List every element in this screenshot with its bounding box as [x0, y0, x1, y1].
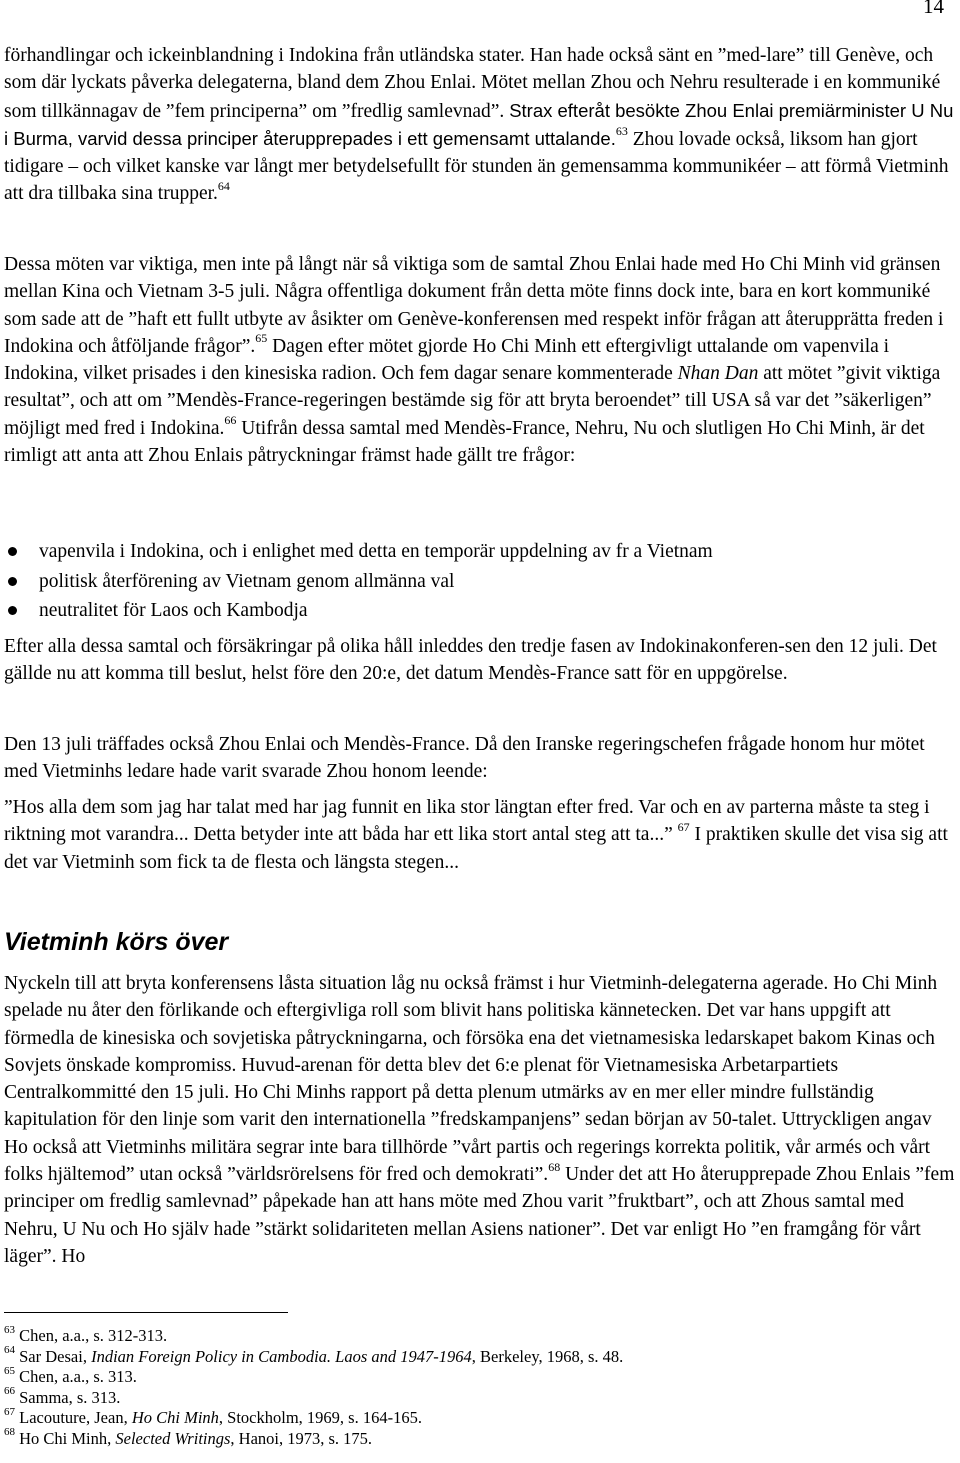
paragraph-text: Nyckeln till att bryta konferensens låsta situation låg nu också främst i hur Vietminh-delegaterna agerade. Ho Chi Minh spelade nu åter den förlikande och eftergivliga roll som blivit hans politiska kännetecken. Det var hans uppgift att förmedla de kinesiska och sovjetiska påtryckningarna, och försöka ena det vietnamesiska ledarskapet bakom Kinas och Sovjets önskade kompromiss. Huvud-arenan för detta blev det 6:e plenat för Vietnamesiska Arbetarpartiets Centralkommitté den 15 juli. Ho Chi Minhs rapport på detta plenum utmärks av en mer eller mindre fullständig kapitulation för den linje som varit den internationella ”fredskampanjens” sedan början av 50-talet. Uttryckligen angav Ho också att Vietminhs militära segrar inte bara tillhörde ”vårt partis och regerings korrekta politik, vår armés och vårt folks hjältemod” utan också ”världsrörelsens för fred och demokrati”. — [4, 973, 938, 1186]
paragraph-text: Under det att Ho återupprepade Zhou Enlais ”fem principer om fredlig samlevnad” påpekade han att hans möte med Zhou varit ”fruktbart”, och att Zhous samtal med Nehru, U Nu och Ho själv hade ”stärkt solidariteten mellan Asiens nationer”. Det var enligt Ho ”en framgång för vårt läger”. Ho — [4, 1164, 955, 1267]
footnote-ref[interactable]: 63 — [615, 124, 628, 139]
footnote — [4, 1344, 944, 1368]
footnote-text: Samma, s. 313. — [19, 1387, 121, 1407]
footnote-ref[interactable]: 67 — [677, 819, 690, 834]
footnote-number: 65 — [4, 1364, 15, 1377]
footnote-title: Selected Writings — [115, 1428, 231, 1448]
footnote-number: 64 — [4, 1344, 15, 1357]
footnote — [4, 1426, 944, 1450]
paragraph-text: Dessa möten var viktiga, men inte på långt när så viktiga som de samtal Zhou Enlai hade med Ho Chi Minh vid gränsen mellan Kina och Vietnam 3-5 juli. Några offentliga dokument från detta möte finns dock inte, bara en kort kommuniké som sade att de ”haft ett fullt utbyte av åsikter om Genève-konferensen med respekt inför frågan att återupprätta freden i Indokina och åtföljande frågor”. — [4, 254, 944, 357]
footnote-text: , Hanoi, 1973, s. 175. — [230, 1428, 373, 1448]
footnote-ref[interactable]: 66 — [224, 413, 237, 428]
paragraph-text: Zhou lovade också, liksom han gjort tidigare – och vilket kanske var långt mer betydelsefullt för stunden än gemensamma kommunikéer – att förmå Vietminh att dra tillbaka sina trupper. — [4, 128, 949, 205]
footnote-ref[interactable]: 64 — [217, 178, 230, 193]
footnote-text: , Stockholm, 1969, s. 164-165. — [218, 1408, 422, 1428]
bullet-icon — [8, 547, 17, 556]
paragraph: Efter alla dessa samtal och försäkringar på olika håll inleddes den tredje fasen av Indokinakonferen-sen den 12 juli. Det gällde nu att komma till beslut, helst före den 20:e, det datum Mendès-France satt för en uppgörelse. — [4, 636, 937, 685]
paragraph-text: förhandlingar och ickeinblandning i Indokina från utländska stater. Han hade också sänt en ”med-lare” till Genève, och som där lyckats påverka delegaterna, bland dem Zhou Enlai. Mötet mellan Zhou och Nehru resulterade i en kommuniké som tillkännagav de ”fem principerna” om ”fredlig samlevnad”. — [4, 45, 941, 122]
page-number: 14 — [923, 0, 944, 18]
footnote-number: 67 — [4, 1405, 15, 1418]
footnote — [4, 1323, 944, 1347]
list-item — [4, 596, 944, 626]
footnote-number: 63 — [4, 1323, 15, 1336]
paragraph — [4, 42, 956, 208]
footnote-number: 66 — [4, 1385, 15, 1398]
footnote-ref[interactable]: 68 — [548, 1159, 561, 1174]
newspaper-title: Nhan Dan — [677, 363, 759, 385]
list-item-text: politisk återförening av Vietnam genom allmänna val — [39, 570, 455, 592]
quote-paragraph — [4, 794, 956, 876]
list-item-text: vapenvila i Indokina, och i enlighet med detta en temporär uppdelning av fr a Vietnam — [39, 541, 713, 562]
paragraph-text: Utifrån dessa samtal med Mendès-France, Nehru, Nu och slutligen Ho Chi Minh, är det rimligt att anta att Zhou Enlais påtryckningar främst hade gällt tre frågor: — [4, 417, 925, 467]
bullet-icon — [8, 577, 17, 586]
list-item — [4, 567, 944, 597]
footnote — [4, 1364, 944, 1388]
footnote-text: Chen, a.a., s. 313. — [19, 1367, 137, 1387]
bullet-list — [4, 537, 944, 626]
paragraph — [4, 251, 956, 469]
footnote-ref[interactable]: 65 — [255, 331, 268, 346]
paragraph-text-sans: Strax efteråt besökte Zhou Enlai premiärminister U Nu i Burma, varvid dessa principer återupprepades i ett gemensamt uttalande. — [4, 99, 954, 149]
footnote-title: Ho Chi Minh — [131, 1408, 219, 1428]
paragraph: Den 13 juli träffades också Zhou Enlai och Mendès-France. Då den Iranske regeringschefen frågade honom hur mötet med Vietminhs ledare hade varit svarade Zhou honom leende: — [4, 734, 925, 783]
footnote-number: 68 — [4, 1426, 15, 1439]
paragraph-text: I praktiken skulle det visa sig att det var Vietminh som fick ta de flesta och längsta stegen... — [4, 824, 948, 873]
footnotes — [4, 1323, 944, 1450]
footnote-text: Sar Desai, — [19, 1346, 92, 1366]
footnote-text: Ho Chi Minh, — [19, 1428, 116, 1448]
footnote-text: Chen, a.a., s. 312-313. — [19, 1326, 168, 1345]
footnote-title: Indian Foreign Policy in Cambodia. Laos and 1947-1964 — [91, 1346, 472, 1366]
footnote-text: Lacouture, Jean, — [19, 1408, 132, 1428]
section-heading: Vietminh körs över — [4, 928, 229, 956]
paragraph-text: att mötet ”givit viktiga resultat”, och att om ”Mendès-France-regeringen bestämde sig för att bryta beroendet” till USA så var det ”säkerligen” möjligt med fred i Indokina. — [4, 363, 941, 439]
list-item-text: neutralitet för Laos och Kambodja — [39, 600, 308, 621]
paragraph-text: Dagen efter mötet gjorde Ho Chi Minh ett eftergivligt uttalande om vapenvila i Indokina, vilket prisades i den kinesiska radion. Och fem dagar senare kommenterade — [4, 335, 890, 385]
bullet-icon — [8, 606, 17, 615]
paragraph — [4, 970, 956, 1270]
footnote-divider — [4, 1312, 288, 1313]
footnote — [4, 1385, 944, 1409]
quote-text: ”Hos alla dem som jag har talat med har jag funnit en lika stor längtan efter fred. Var och en av parterna måste ta steg i riktning mot varandra... Detta betyder inte att båda har ett lika stort antal steg att ta...” — [4, 797, 930, 846]
footnote — [4, 1405, 944, 1429]
footnote-text: , Berkeley, 1968, s. 48. — [471, 1346, 624, 1366]
list-item — [4, 537, 944, 567]
